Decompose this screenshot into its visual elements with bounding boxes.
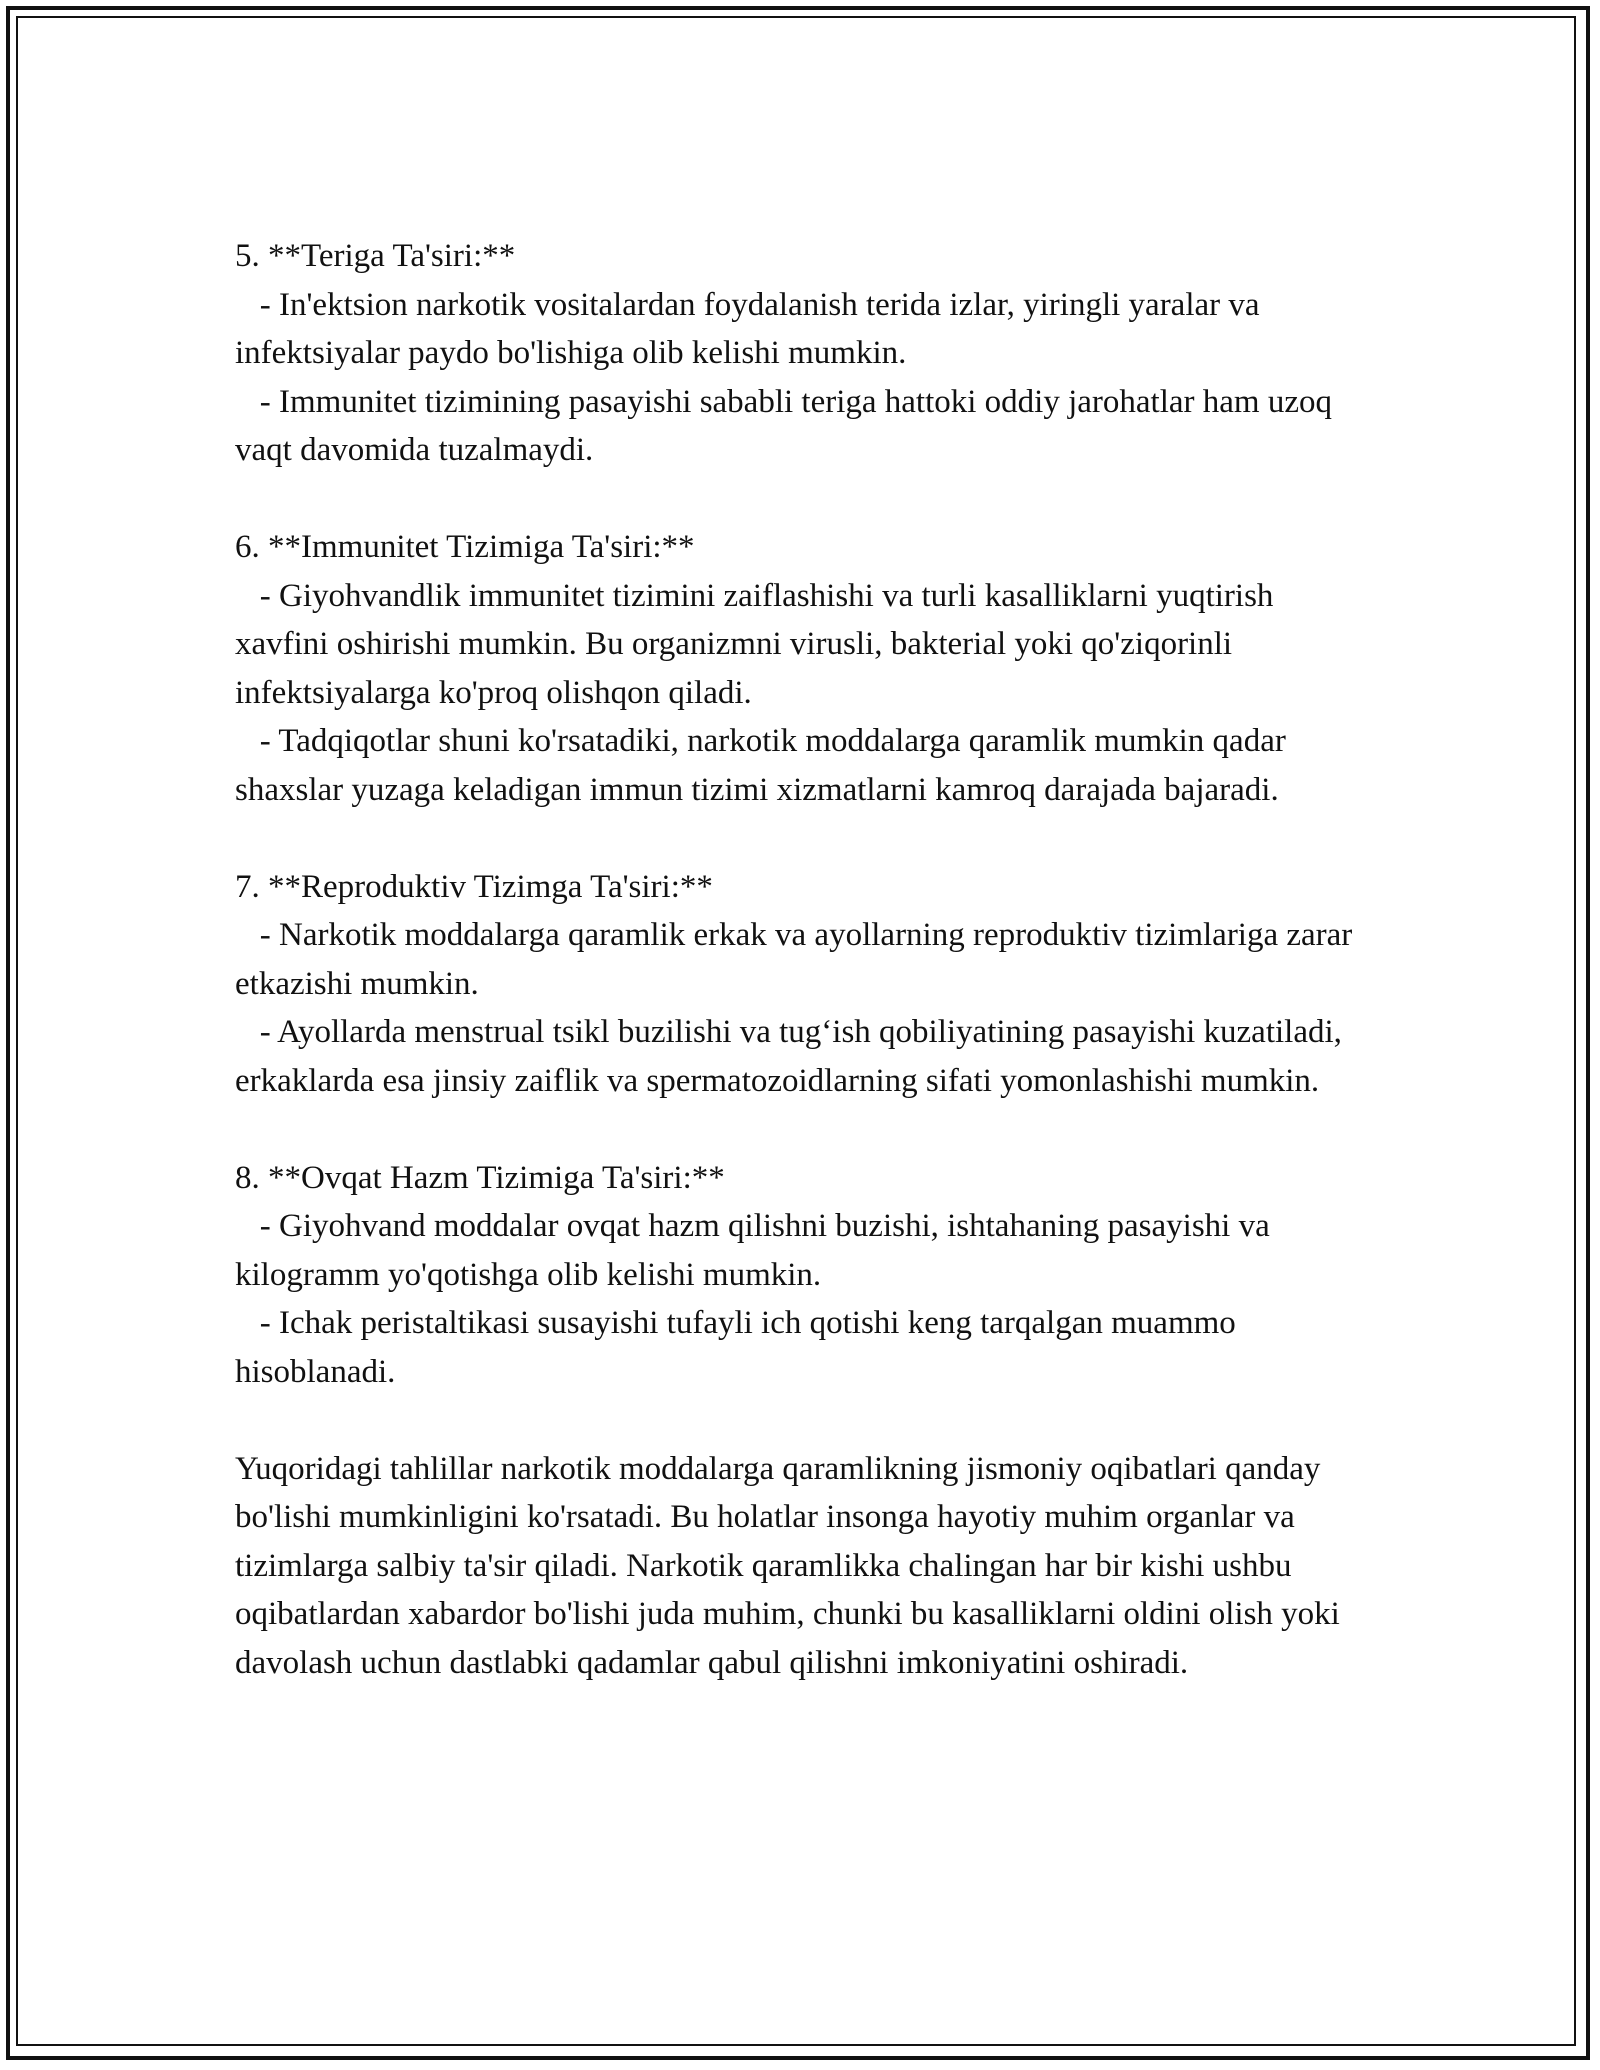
bullet-item: - Immunitet tizimining pasayishi sababli teriga hattoki oddiy jarohatlar ham uzoq vaqt davomida tuzalmaydi. bbox=[235, 383, 1341, 468]
section-ovqat-hazm bbox=[235, 1154, 1375, 1397]
bullet-item: - In'ektsion narkotik vositalardan foydalanish terida izlar, yiringli yaralar va infektsiyalar paydo bo'lishiga olib kelishi mumkin. bbox=[235, 286, 1268, 371]
closing-paragraph: Yuqoridagi tahlillar narkotik moddalarga qaramlikning jismoniy oqibatlari qanday bo'lishi mumkinligini ko'rsatadi. Bu holatlar insonga hayotiy muhim organlar va tizimlarga salbiy ta'sir qiladi. Narkotik qaramlikka chalingan har bir kishi ushbu oqibatlardan xabardor bo'lishi juda muhim, chunki bu kasalliklarni oldini olish yoki davolash uchun dastlabki qadamlar qabul qilishni imkoniyatini oshiradi. bbox=[235, 1450, 1340, 1681]
bullet-item: - Narkotik moddalarga qaramlik erkak va ayollarning reproduktiv tizimlariga zarar etkazishi mumkin. bbox=[235, 917, 1361, 1002]
bullet-item: - Giyohvandlik immunitet tizimini zaiflashishi va turli kasalliklarni yuqtirish xavfini oshirishi mumkin. Bu organizmni virusli, bakterial yoki qo'ziqorinli infektsiyalarga ko'proq olishqon qiladi. bbox=[235, 577, 1282, 711]
section-reproduktiv bbox=[235, 863, 1375, 1106]
bullet-item: - Giyohvand moddalar ovqat hazm qilishni buzishi, ishtahaning pasayishi va kilogramm yo'qotishga olib kelishi mumkin. bbox=[235, 1208, 1278, 1293]
section-heading: 6. **Immunitet Tizimiga Ta'siri:** bbox=[235, 529, 695, 565]
section-immunitet bbox=[235, 523, 1375, 814]
section-teriga bbox=[235, 232, 1375, 475]
bullet-item: - Tadqiqotlar shuni ko'rsatadiki, narkotik moddalarga qaramlik mumkin qadar shaxslar yuzaga keladigan immun tizimi xizmatlarni kamroq darajada bajaradi. bbox=[235, 723, 1295, 808]
document-body bbox=[235, 232, 1375, 1687]
bullet-item: - Ayollarda menstrual tsikl buzilishi va tug‘ish qobiliyatining pasayishi kuzatiladi, erkaklarda esa jinsiy zaiflik va spermatozoidlarning sifati yomonlashishi mumkin. bbox=[235, 1014, 1351, 1099]
bullet-item: - Ichak peristaltikasi susayishi tufayli ich qotishi keng tarqalgan muammo hisoblanadi. bbox=[235, 1305, 1245, 1390]
section-heading: 8. **Ovqat Hazm Tizimiga Ta'siri:** bbox=[235, 1159, 725, 1196]
section-heading: 7. **Reproduktiv Tizimga Ta'siri:** bbox=[235, 868, 713, 905]
section-heading: 5. **Teriga Ta'siri:** bbox=[235, 238, 516, 274]
